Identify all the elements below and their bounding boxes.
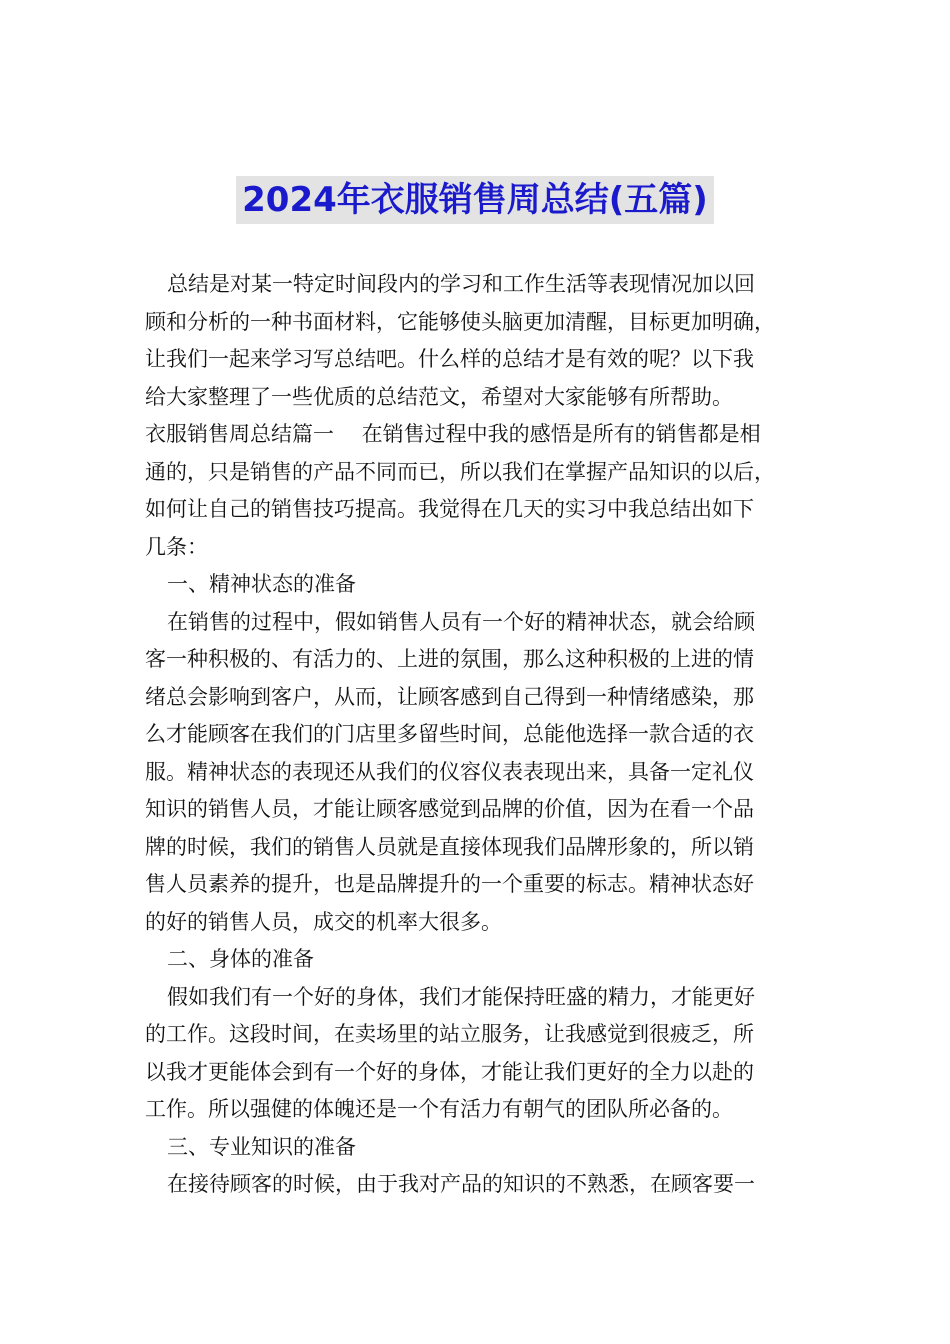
- paragraph-line: 总结是对某一特定时间段内的学习和工作生活等表现情况加以回: [167, 272, 755, 296]
- paragraph-line: 衣服销售周总结篇一 在销售过程中我的感悟是所有的销售都是相: [145, 422, 761, 446]
- paragraph-line: 么才能顾客在我们的门店里多留些时间，总能他选择一款合适的衣: [145, 722, 754, 746]
- paragraph-line: 通的，只是销售的产品不同而已，所以我们在掌握产品知识的以后，: [145, 459, 775, 484]
- paragraph-line: 牌的时候，我们的销售人员就是直接体现我们品牌形象的，所以销: [145, 834, 754, 859]
- paragraph-line: 客一种积极的、有活力的、上进的氛围，那么这种积极的上进的情: [145, 647, 754, 671]
- section-heading: 一、精神状态的准备: [167, 572, 356, 596]
- paragraph-line: 假如我们有一个好的身体，我们才能保持旺盛的精力，才能更好: [167, 984, 755, 1009]
- paragraph-line: 以我才更能体会到有一个好的身体，才能让我们更好的全力以赴的: [145, 1059, 754, 1084]
- paragraph-line: 售人员素养的提升，也是品牌提升的一个重要的标志。精神状态好: [145, 872, 754, 896]
- paragraph-line: 几条：: [145, 534, 208, 559]
- paragraph-line: 在销售的过程中，假如销售人员有一个好的精神状态，就会给顾: [167, 609, 755, 634]
- paragraph-line: 如何让自己的销售技巧提高。我觉得在几天的实习中我总结出如下: [145, 497, 754, 521]
- paragraph-line: 的工作。这段时间，在卖场里的站立服务，让我感觉到很疲乏，所: [145, 1022, 754, 1046]
- paragraph-line: 的好的销售人员，成交的机率大很多。: [145, 909, 502, 934]
- paragraph-line: 给大家整理了一些优质的总结范文，希望对大家能够有所帮助。: [145, 384, 733, 409]
- paragraph-line: 工作。所以强健的体魄还是一个有活力有朝气的团队所必备的。: [145, 1097, 733, 1121]
- paragraph-line: 服。精神状态的表现还从我们的仪容仪表表现出来，具备一定礼仪: [145, 759, 754, 784]
- document-title: 2024年衣服销售周总结(五篇): [236, 176, 714, 224]
- paragraph-line: 让我们一起来学习写总结吧。什么样的总结才是有效的呢？以下我: [145, 347, 754, 371]
- paragraph-line: 顾和分析的一种书面材料，它能够使头脑更加清醒，目标更加明确，: [145, 309, 775, 334]
- paragraph-line: 绪总会影响到客户，从而，让顾客感到自己得到一种情绪感染，那: [145, 684, 754, 709]
- section-heading: 三、专业知识的准备: [167, 1134, 356, 1159]
- document-body: [145, 266, 807, 1204]
- paragraph-line: 在接待顾客的时候，由于我对产品的知识的不熟悉，在顾客要一: [167, 1172, 755, 1196]
- paragraph-line: 知识的销售人员，才能让顾客感觉到品牌的价值，因为在看一个品: [145, 797, 754, 821]
- section-heading: 二、身体的准备: [167, 947, 314, 971]
- title-container: [0, 176, 950, 224]
